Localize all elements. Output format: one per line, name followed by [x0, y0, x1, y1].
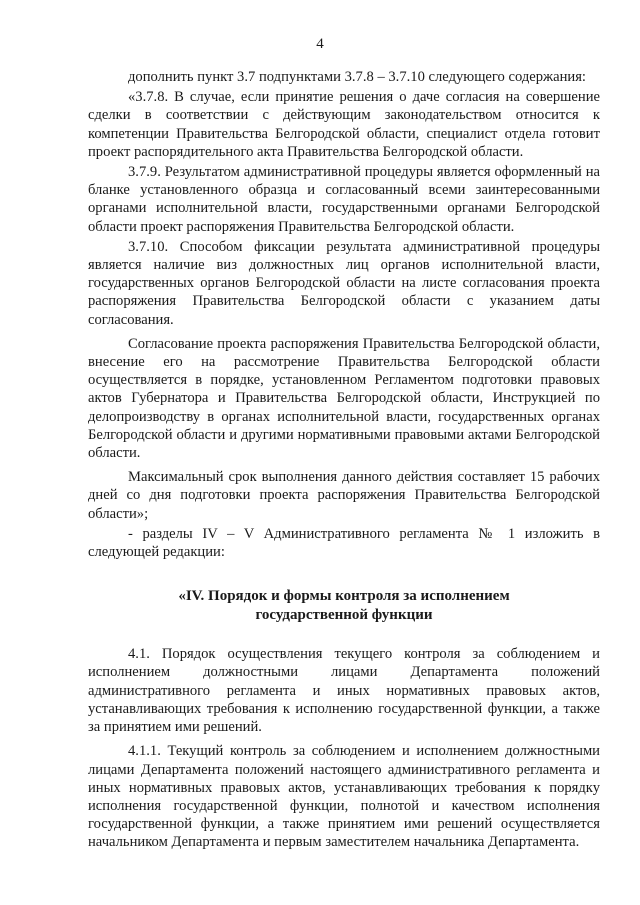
paragraph-sections-amend: - разделы IV – V Административного регламента № 1 изложить в следующей редакции:: [88, 525, 600, 561]
paragraph-approval: Согласование проекта распоряжения Правительства Белгородской области, внесение его на рассмотрение Правительства Белгородской области осуществляется в порядке, установленном Регламентом подготовки правовых актов Губернатора и Правительства Белгородской области, Инструкцией по делопроизводству в органах исполнительной власти, государственных органах Белгородской области и другими нормативными правовыми актами Белгородской области.: [88, 335, 600, 462]
section-heading-line2: государственной функции: [255, 607, 433, 624]
paragraph-4-1-1: 4.1.1. Текущий контроль за соблюдением и исполнением должностными лицами Департамента положений настоящего административного регламента и иных нормативных правовых актов, устанавливающих требования к порядку исполнения государственной функции, полнотой и качеством исполнения государственной функции, а также принятием ими решений осуществляется начальником Департамента и первым заместителем начальника Департамента.: [88, 743, 600, 851]
section-heading: [88, 587, 600, 625]
paragraph-3-7-10: 3.7.10. Способом фиксации результата административной процедуры является наличие виз должностных лиц органов исполнительной власти, государственных органов Белгородской области на листе согласования проекта распоряжения Правительства Белгородской области с указанием даты согласования.: [88, 238, 600, 328]
paragraph-amend-intro: дополнить пункт 3.7 подпунктами 3.7.8 – 3.7.10 следующего содержания:: [128, 69, 586, 85]
document-body: [88, 66, 600, 852]
page-number: 4: [316, 36, 324, 52]
paragraph-max-term: Максимальный срок выполнения данного действия составляет 15 рабочих дней со дня подготовки проекта распоряжения Правительства Белгородской области»;: [88, 469, 600, 522]
paragraph-3-7-9: 3.7.9. Результатом административной процедуры является оформленный на бланке установленного образца и согласованный всеми заинтересованными органами исполнительной власти, государственными органами Белгородской области проект распоряжения Правительства Белгородской области.: [88, 164, 600, 235]
section-heading-line1: «IV. Порядок и формы контроля за исполнением: [178, 588, 510, 605]
paragraph-4-1: 4.1. Порядок осуществления текущего контроля за соблюдением и исполнением должностными лицами Департамента положений административного регламента и иных нормативных правовых актов, устанавливающих требования к исполнению государственной функции, а также за принятием ими решений.: [88, 646, 600, 736]
paragraph-3-7-8: «3.7.8. В случае, если принятие решения о даче согласия на совершение сделки в соответствии с действующим законодательством относится к компетенции Правительства Белгородской области, специалист отдела готовит проект распорядительного акта Правительства Белгородской области.: [88, 89, 600, 160]
